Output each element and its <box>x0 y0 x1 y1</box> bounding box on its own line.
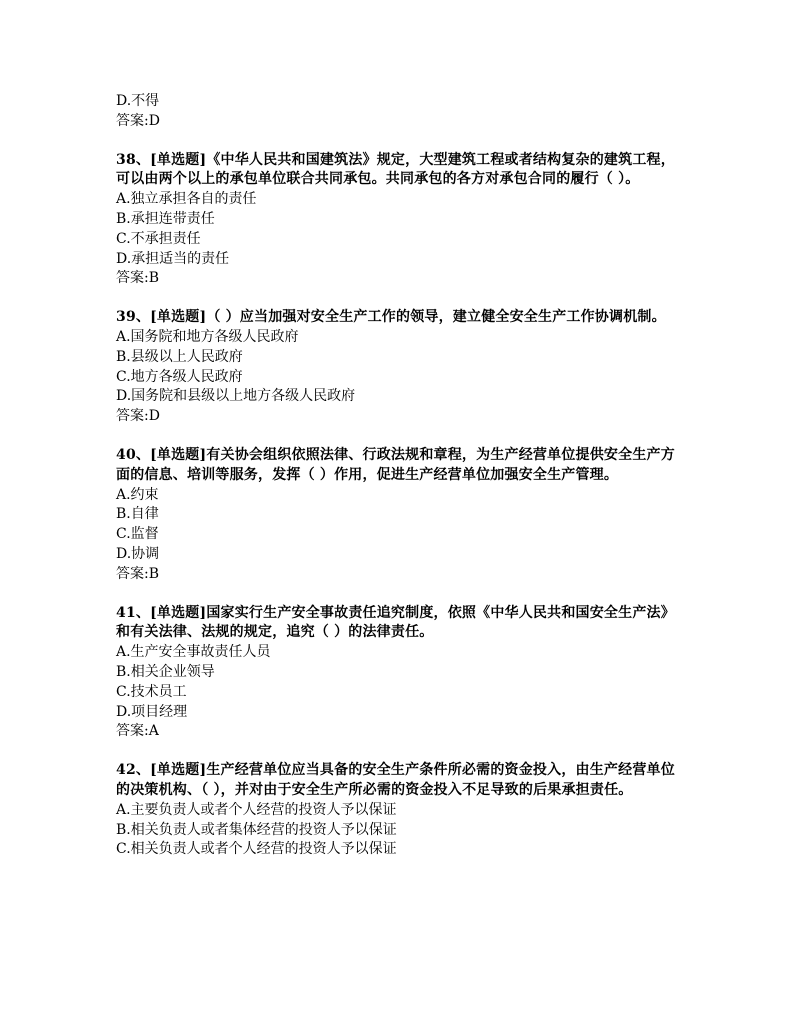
option-a: A.约束 <box>116 486 159 503</box>
option-a: A.主要负责人或者个人经营的投资人予以保证 <box>116 801 397 818</box>
answer: 答案:D <box>116 112 160 129</box>
answer: 答案:B <box>116 565 160 582</box>
option-b: B.县级以上人民政府 <box>116 348 243 365</box>
question-39 <box>116 308 676 427</box>
question-text: 39、[单选题]（ ）应当加强对安全生产工作的领导，建立健全安全生产工作协调机制。 <box>116 309 666 326</box>
option-a: A.国务院和地方各级人民政府 <box>116 328 299 345</box>
option-b: B.相关负责人或者集体经营的投资人予以保证 <box>116 821 397 838</box>
option-a: A.独立承担各自的责任 <box>116 191 257 208</box>
option-a: A.生产安全事故责任人员 <box>116 644 271 661</box>
question-40 <box>116 446 676 585</box>
option-d: D.协调 <box>116 545 160 562</box>
option-d: D.不得 <box>116 93 160 109</box>
answer: 答案:D <box>116 408 160 425</box>
question-42 <box>116 761 676 860</box>
option-c: C.监督 <box>116 526 159 543</box>
option-b: B.相关企业领导 <box>116 663 215 680</box>
option-c: C.相关负责人或者个人经营的投资人予以保证 <box>116 841 397 858</box>
option-c: C.不承担责任 <box>116 230 201 247</box>
question-text: 42、[单选题]生产经营单位应当具备的安全生产条件所必需的资金投入，由生产经营单位的决策机构、（ ），并对由于安全生产所必需的资金投入不足导致的后果承担责任。 <box>116 762 675 798</box>
option-d: D.承担适当的责任 <box>116 250 230 267</box>
document-content <box>116 92 676 879</box>
question-text: 41、[单选题]国家实行生产安全事故责任追究制度，依照《中华人民共和国安全生产法》和有关法律、法规的规定，追究（ ）的法律责任。 <box>116 604 675 641</box>
option-c: C.技术员工 <box>116 683 187 700</box>
answer: 答案:A <box>116 723 159 740</box>
option-b: B.承担连带责任 <box>116 210 215 227</box>
option-b: B.自律 <box>116 506 159 523</box>
question-41 <box>116 604 676 743</box>
question-text: 40、[单选题]有关协会组织依照法律、行政法规和章程，为生产经营单位提供安全生产方面的信息、培训等服务，发挥（ ）作用，促进生产经营单位加强安全生产管理。 <box>116 446 675 483</box>
question-text: 38、[单选题]《中华人民共和国建筑法》规定，大型建筑工程或者结构复杂的建筑工程，可以由两个以上的承包单位联合共同承包。共同承包的各方对承包合同的履行（ ）。 <box>116 151 675 188</box>
option-c: C.地方各级人民政府 <box>116 368 243 385</box>
option-d: D.国务院和县级以上地方各级人民政府 <box>116 388 356 405</box>
question-38 <box>116 151 676 290</box>
previous-question-tail <box>116 92 676 132</box>
answer: 答案:B <box>116 270 160 287</box>
option-d: D.项目经理 <box>116 703 188 720</box>
